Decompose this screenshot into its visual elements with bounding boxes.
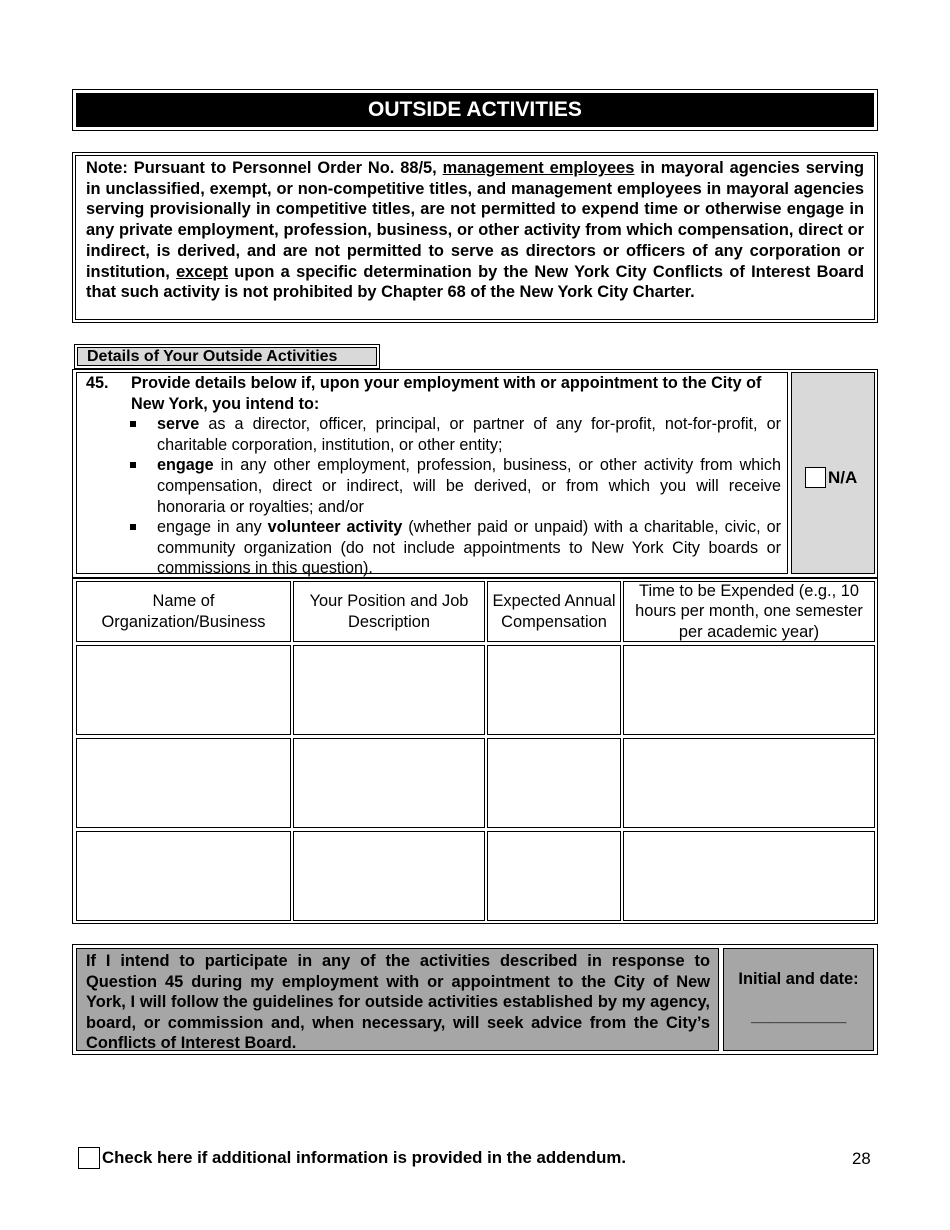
- note-text: [75, 155, 875, 320]
- bullet-serve-text: as a director, officer, principal, or partner of any for-profit, not-for-profit, or charitable corporation, institution, or other entity;: [157, 415, 781, 454]
- col-header-position: Your Position and Job Description: [293, 581, 485, 642]
- page-title: OUTSIDE ACTIVITIES: [76, 93, 874, 127]
- page-number: 28: [852, 1149, 871, 1168]
- col-header-organization: Name of Organization/Business: [76, 581, 291, 642]
- bullet-serve-bold: serve: [157, 415, 200, 434]
- table-cell[interactable]: [293, 831, 485, 921]
- table-cell[interactable]: [76, 738, 291, 828]
- note-underlined-1: management employees: [442, 159, 635, 177]
- table-cell[interactable]: [487, 738, 621, 828]
- section-tab: [74, 344, 380, 369]
- note-box: [72, 152, 878, 323]
- table-cell[interactable]: [487, 645, 621, 735]
- addendum-checkbox[interactable]: [78, 1147, 100, 1169]
- activities-table: [72, 578, 878, 924]
- note-part-1: Note: Pursuant to Personnel Order No. 88/5,: [86, 159, 443, 177]
- table-cell[interactable]: [293, 645, 485, 735]
- acknowledgement-text: If I intend to participate in any of the activities described in response to Question 45 during my employment with or appointment to the City of New York, I will follow the guidelines for outside activities established by my agency, board, or commission and, when necessary, will seek advice from the City’s Conflicts of Interest Board.: [76, 948, 719, 1051]
- initial-date-line[interactable]: ___________: [751, 1007, 846, 1025]
- bullet-volunteer: [86, 517, 781, 579]
- na-checkbox[interactable]: [805, 467, 826, 488]
- bullet-volunteer-bold: volunteer activity: [267, 518, 403, 537]
- table-cell[interactable]: [293, 738, 485, 828]
- table-cell[interactable]: [623, 831, 875, 921]
- bullet-engage: [86, 455, 781, 517]
- table-cell[interactable]: [623, 645, 875, 735]
- bullet-volunteer-text: (whether paid or unpaid) with a charitable, civic, or community organization (do not include appointments to New York City boards or commissions in this question).: [157, 518, 781, 578]
- initial-date-label: Initial and date:: [738, 970, 859, 988]
- col-header-compensation: Expected Annual Compensation: [487, 581, 621, 642]
- table-cell[interactable]: [76, 831, 291, 921]
- bullet-volunteer-pre: engage in any: [157, 518, 268, 537]
- initial-date-cell[interactable]: [723, 948, 874, 1051]
- section-title-box: [72, 89, 878, 131]
- col-header-time: Time to be Expended (e.g., 10 hours per month, one semester per academic year): [623, 581, 875, 642]
- bullet-engage-text: in any other employment, profession, business, or other activity from which compensation, direct or indirect, will be derived, or from which you will receive honoraria or royalties; and/or: [157, 456, 781, 516]
- note-part-2: in mayoral agencies serving in unclassified, exempt, or non-competitive titles, and management employees in mayoral agencies serving provisionally in competitive titles, are not permitted to expend time or otherwise engage in any private employment, profession, business, or other activity from which compensation, direct or indirect, is derived, and are not permitted to serve as directors or officers of any corporation or institution,: [86, 159, 864, 281]
- question-number: 45.: [86, 374, 109, 392]
- question-text: [76, 372, 788, 578]
- na-label: N/A: [828, 468, 858, 487]
- bullet-serve: [86, 414, 781, 455]
- table-cell[interactable]: [76, 645, 291, 735]
- question-heading: Provide details below if, upon your employment with or appointment to the City of New York, you intend to:: [131, 374, 762, 413]
- table-cell[interactable]: [487, 831, 621, 921]
- addendum-label: Check here if additional information is provided in the addendum.: [102, 1148, 627, 1167]
- table-cell[interactable]: [623, 738, 875, 828]
- bullet-engage-bold: engage: [157, 456, 214, 475]
- note-underlined-2: except: [176, 262, 228, 281]
- note-part-3: upon a specific determination by the New York City Conflicts of Interest Board that such activity is not prohibited by Chapter 68 of the New York City Charter.: [86, 262, 864, 302]
- section-tab-label: Details of Your Outside Activities: [77, 347, 377, 366]
